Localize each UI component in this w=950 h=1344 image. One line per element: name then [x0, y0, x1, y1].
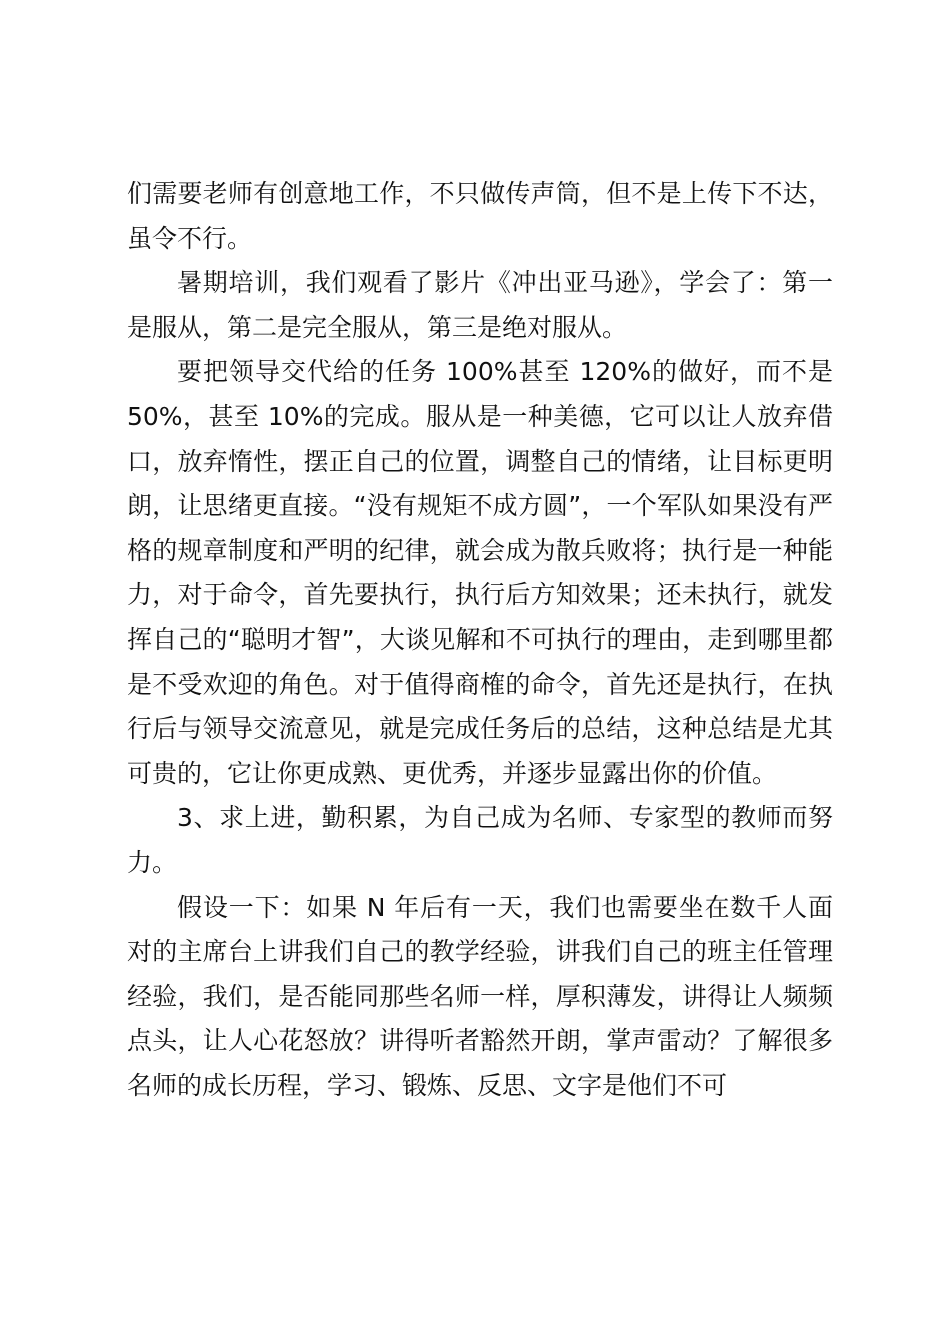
paragraph-3: 要把领导交代给的任务 100%甚至 120%的做好，而不是 50%，甚至 10%的完成。服从是一种美德，它可以让人放弃借口，放弃惰性，摆正自己的位置，调整自己的情绪，让目标更明朗，让思绪更直接。“没有规矩不成方圆”，一个军队如果没有严格的规章制度和严明的纪律，就会成为散兵败将；执行是一种能力，对于命令，首先要执行，执行后方知效果；还未执行，就发挥自己的“聪明才智”，大谈见解和不可执行的理由，走到哪里都是不受欢迎的角色。对于值得商榷的命令，首先还是执行，在执行后与领导交流意见，就是完成任务后的总结，这种总结是尤其可贵的，它让你更成熟、更优秀，并逐步显露出你的价值。 [127, 357, 833, 788]
paragraph-4: 3、求上进，勤积累，为自己成为名师、专家型的教师而努力。 [127, 803, 833, 877]
paragraph-1: 们需要老师有创意地工作，不只做传声筒，但不是上传下不达，虽令不行。 [127, 179, 833, 253]
paragraph-5: 假设一下：如果 N 年后有一天，我们也需要坐在数千人面对的主席台上讲我们自己的教学经验，讲我们自己的班主任管理经验，我们，是否能同那些名师一样，厚积薄发，讲得让人频频点头，让人心花怒放？讲得听者豁然开朗，掌声雷动？了解很多名师的成长历程，学习、锻炼、反思、文字是他们不可 [127, 892, 833, 1100]
paragraph-2: 暑期培训，我们观看了影片《冲出亚马逊》，学会了：第一是服从，第二是完全服从，第三是绝对服从。 [127, 268, 833, 342]
document-body [127, 172, 833, 1108]
